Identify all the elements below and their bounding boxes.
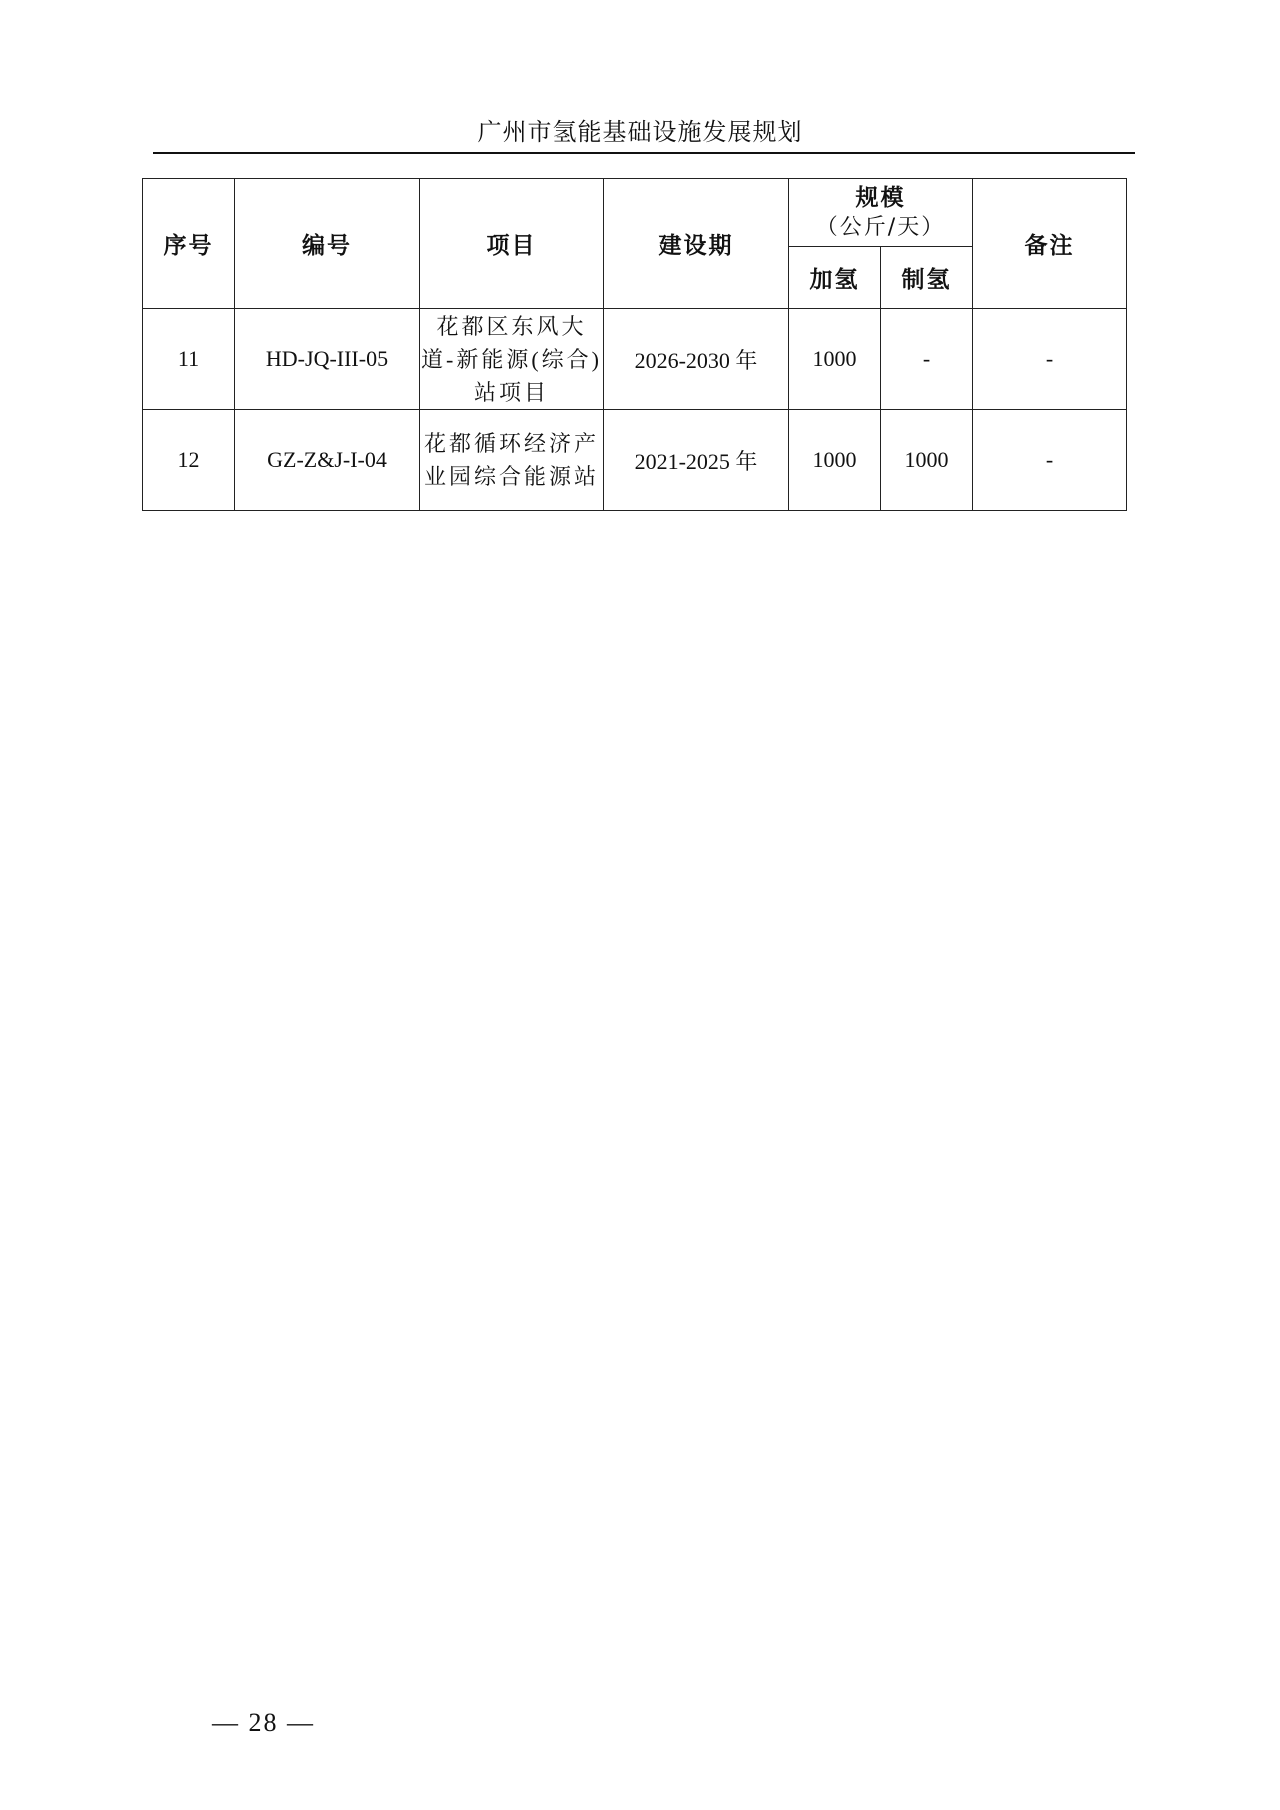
header-scale xyxy=(789,179,973,247)
cell-seq: 12 xyxy=(143,410,235,511)
table-row xyxy=(143,410,1127,511)
header-produce: 制氢 xyxy=(881,247,973,309)
cell-code: GZ-Z&J-I-04 xyxy=(235,410,420,511)
header-code: 编号 xyxy=(235,179,420,309)
cell-period: 2026-2030 年 xyxy=(604,309,789,410)
cell-code: HD-JQ-III-05 xyxy=(235,309,420,410)
table-container xyxy=(142,178,1126,511)
cell-note: - xyxy=(973,410,1127,511)
cell-period: 2021-2025 年 xyxy=(604,410,789,511)
header-note: 备注 xyxy=(973,179,1127,309)
cell-project: 花都循环经济产业园综合能源站 xyxy=(420,410,604,511)
cell-produce: 1000 xyxy=(881,410,973,511)
header-scale-unit: （公斤/天） xyxy=(815,214,946,240)
page-number: — 28 — xyxy=(212,1708,315,1737)
cell-produce: - xyxy=(881,309,973,410)
project-table xyxy=(142,178,1127,511)
header-period: 建设期 xyxy=(604,179,789,309)
header-scale-title: 规模 xyxy=(855,184,906,211)
header-rule xyxy=(153,152,1135,154)
cell-project: 花都区东风大道-新能源(综合)站项目 xyxy=(420,309,604,410)
cell-note: - xyxy=(973,309,1127,410)
cell-refuel: 1000 xyxy=(789,309,881,410)
header-refuel: 加氢 xyxy=(789,247,881,309)
cell-refuel: 1000 xyxy=(789,410,881,511)
header-project: 项目 xyxy=(420,179,604,309)
table-header-row xyxy=(143,179,1127,247)
running-header: 广州市氢能基础设施发展规划 xyxy=(477,118,803,146)
header-seq: 序号 xyxy=(143,179,235,309)
table-row xyxy=(143,309,1127,410)
cell-seq: 11 xyxy=(143,309,235,410)
